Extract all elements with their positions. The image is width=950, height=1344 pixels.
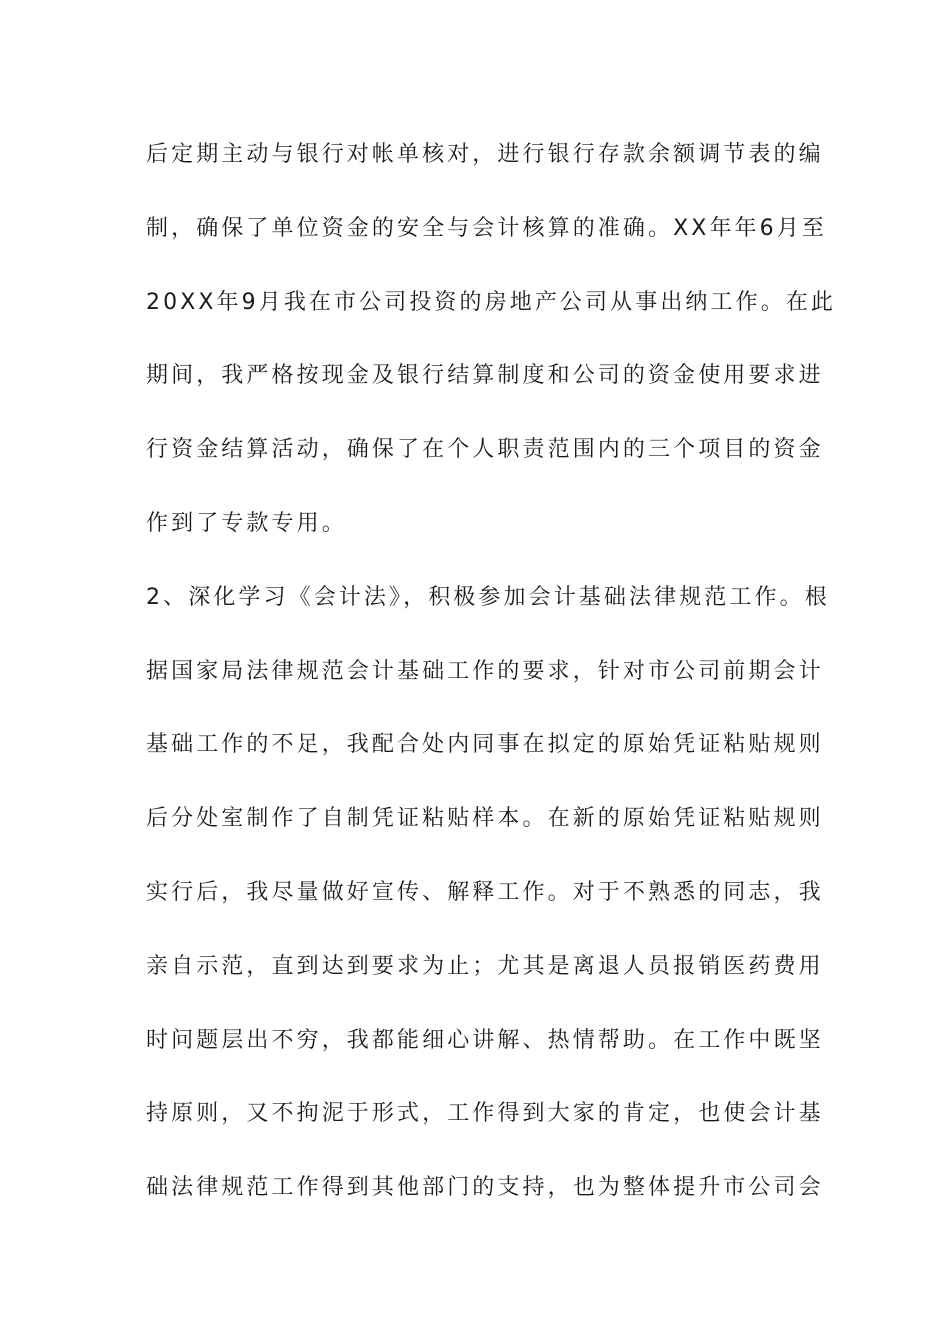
text-line: 后定期主动与银行对帐单核对，进行银行存款余额调节表的编: [146, 142, 824, 167]
text-line: 2、深化学习《会计法》，积极参加会计基础法律规范工作。根: [146, 584, 830, 610]
text-line: 行资金结算活动，确保了在个人职责范围内的三个项目的资金: [146, 437, 824, 463]
text-line: 实行后，我尽量做好宣传、解释工作。对于不熟悉的同志，我: [146, 879, 824, 905]
text-line: 基础工作的不足，我配合处内同事在拟定的原始凭证粘贴规则: [146, 732, 824, 758]
text-line: 亲自示范，直到达到要求为止；尤其是离退人员报销医药费用: [146, 953, 824, 979]
text-line: 础法律规范工作得到其他部门的支持，也为整体提升市公司会: [146, 1175, 824, 1201]
text-line: 时问题层出不穷，我都能细心讲解、热情帮助。在工作中既坚: [146, 1027, 824, 1053]
text-line: 制，确保了单位资金的安全与会计核算的准确。XX年年6月至: [146, 215, 827, 241]
text-line: 20XX年9月我在市公司投资的房地产公司从事出纳工作。在此: [146, 289, 837, 315]
text-line: 期间，我严格按现金及银行结算制度和公司的资金使用要求进: [146, 363, 824, 389]
text-line: 持原则，又不拘泥于形式，工作得到大家的肯定，也使会计基: [146, 1101, 824, 1127]
text-line: 后分处室制作了自制凭证粘贴样本。在新的原始凭证粘贴规则: [146, 806, 824, 832]
text-line: 作到了专款专用。: [146, 510, 347, 536]
body-text: [146, 131, 837, 1238]
text-line: 据国家局法律规范会计基础工作的要求，针对市公司前期会计: [146, 658, 824, 684]
